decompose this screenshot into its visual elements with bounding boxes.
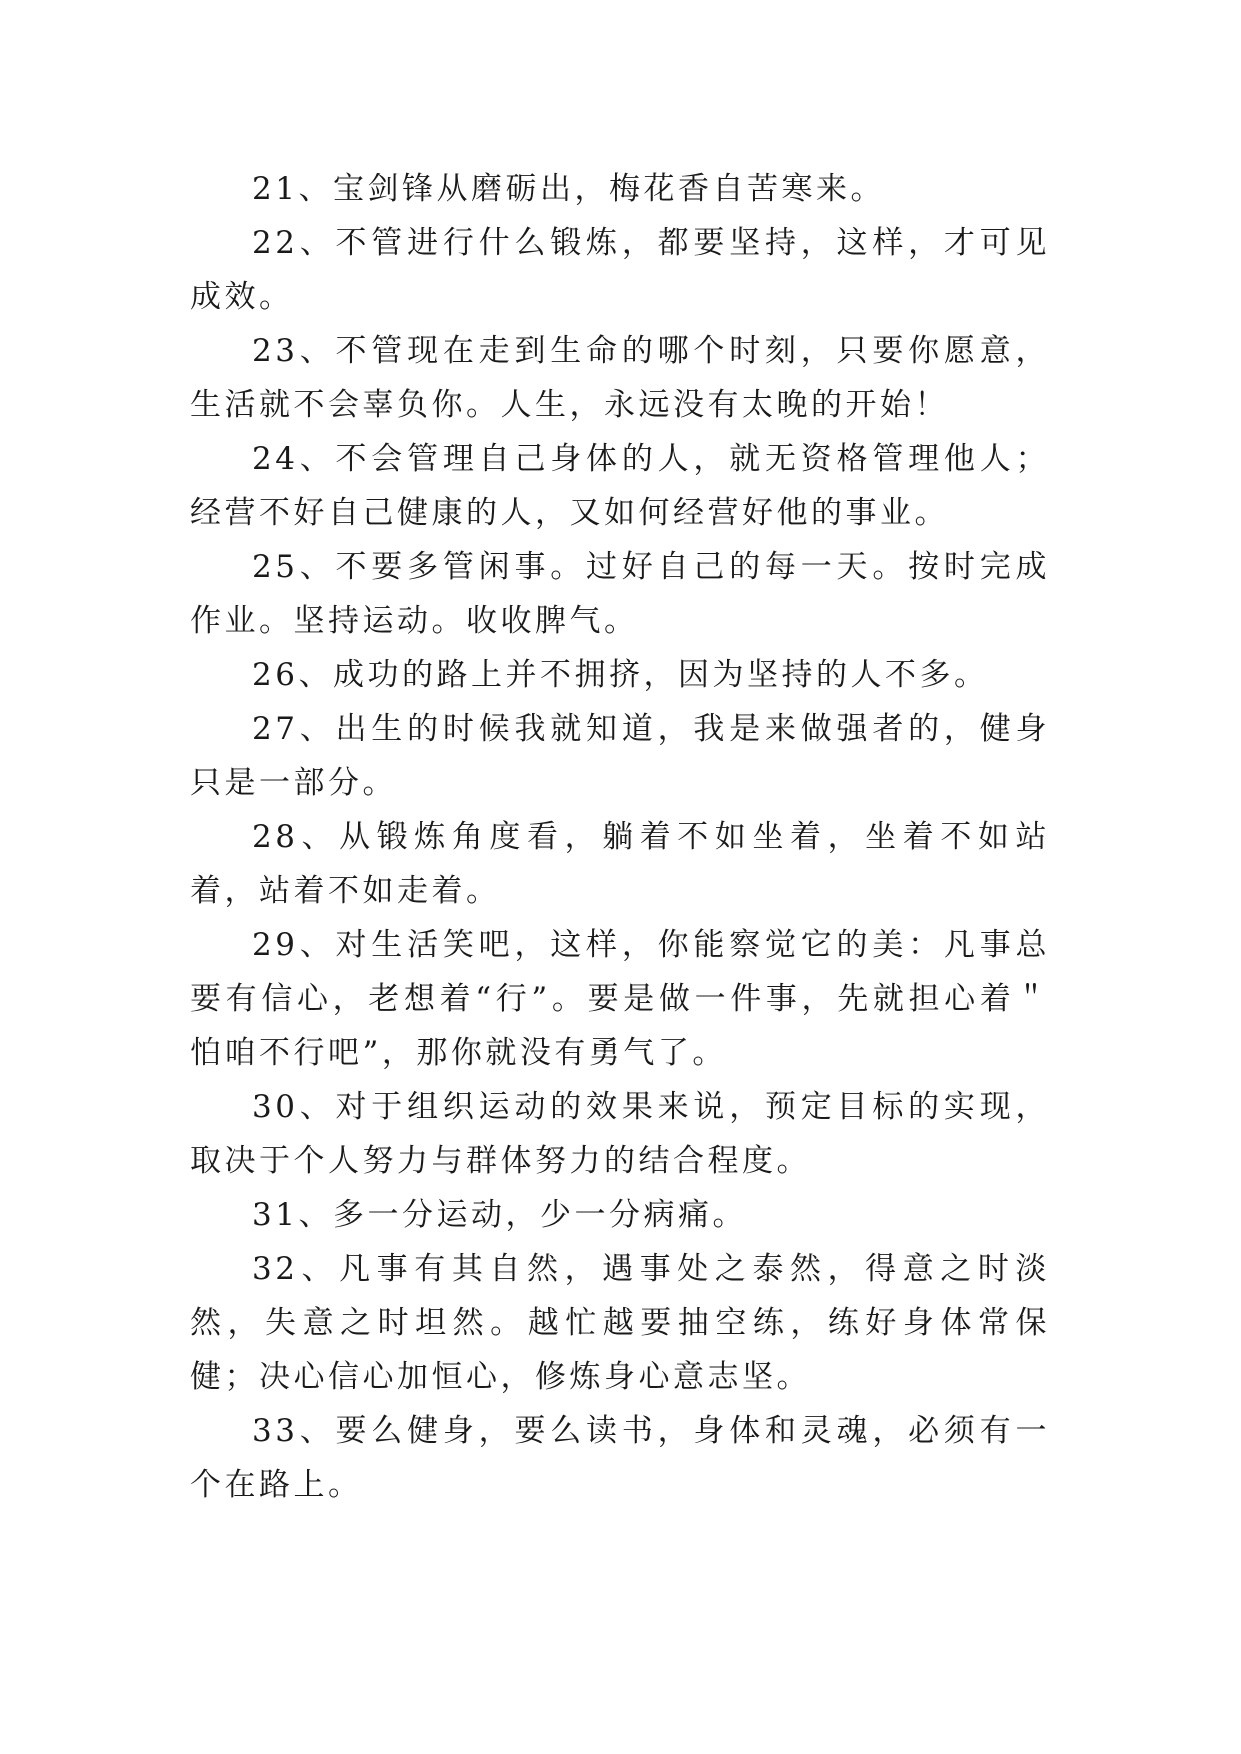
paragraph-24: 24、不会管理自己身体的人，就无资格管理他人；经营不好自己健康的人，又如何经营好他的事业。 xyxy=(190,441,1050,531)
paragraph-29: 29、对生活笑吧，这样，你能察觉它的美：凡事总要有信心，老想着“行”。要是做一件事，先就担心着＂怕咱不行吧”，那你就没有勇气了。 xyxy=(190,927,1050,1071)
paragraph-21: 21、宝剑锋从磨砺出，梅花香自苦寒来。 xyxy=(252,171,885,207)
paragraph-31: 31、多一分运动，少一分病痛。 xyxy=(252,1197,747,1233)
document-body xyxy=(190,162,1050,1512)
paragraph-23: 23、不管现在走到生命的哪个时刻，只要你愿意，生活就不会辜负你。人生，永远没有太晚的开始！ xyxy=(190,333,1050,423)
paragraph-26: 26、成功的路上并不拥挤，因为坚持的人不多。 xyxy=(252,657,989,693)
paragraph-28: 28、从锻炼角度看，躺着不如坐着，坐着不如站着，站着不如走着。 xyxy=(190,819,1050,909)
paragraph-27: 27、出生的时候我就知道，我是来做强者的，健身只是一部分。 xyxy=(190,711,1050,801)
paragraph-33: 33、要么健身，要么读书，身体和灵魂，必须有一个在路上。 xyxy=(190,1413,1050,1503)
paragraph-32: 32、凡事有其自然，遇事处之泰然，得意之时淡然，失意之时坦然。越忙越要抽空练，练好身体常保健；决心信心加恒心，修炼身心意志坚。 xyxy=(190,1251,1050,1395)
paragraph-25: 25、不要多管闲事。过好自己的每一天。按时完成作业。坚持运动。收收脾气。 xyxy=(190,549,1050,639)
paragraph-30: 30、对于组织运动的效果来说，预定目标的实现，取决于个人努力与群体努力的结合程度。 xyxy=(190,1089,1050,1179)
paragraph-22: 22、不管进行什么锻炼，都要坚持，这样，才可见成效。 xyxy=(190,225,1050,315)
